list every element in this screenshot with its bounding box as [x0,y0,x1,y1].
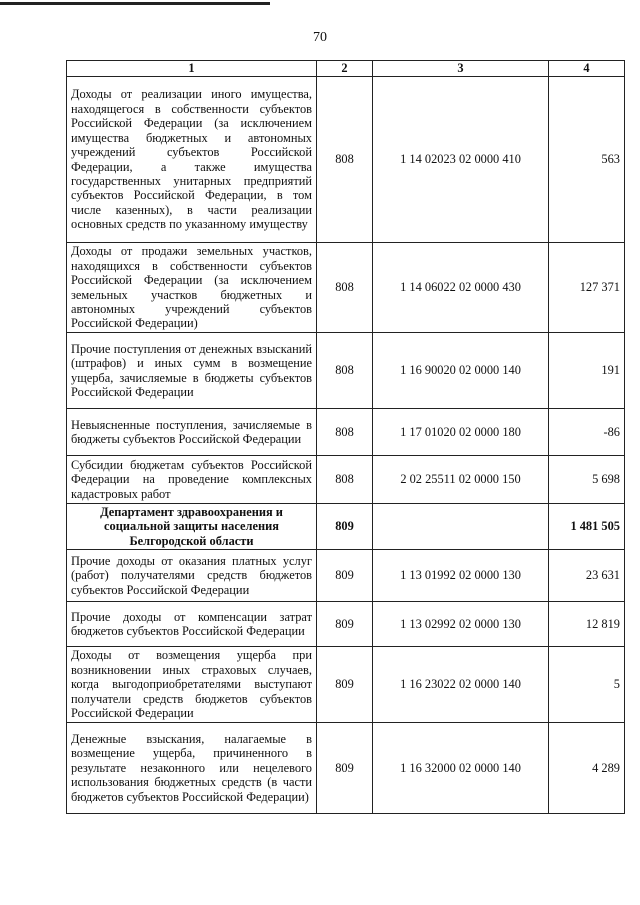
column-header-amount: 4 [549,61,625,77]
top-rule [0,2,270,5]
row-admin-code: 809 [317,647,373,723]
department-row [67,504,625,550]
table-row [67,333,625,409]
row-admin-code: 808 [317,77,373,243]
table-row [67,77,625,243]
table-row [67,409,625,456]
row-description: Денежные взыскания, налагаемые в возмещение ущерба, причиненного в результате незаконного или нецелевого использования бюджетных средств (в части бюджетов субъектов Российской Федерации) [67,723,317,814]
table-row [67,647,625,723]
column-header-description: 1 [67,61,317,77]
row-description: Прочие доходы от оказания платных услуг (работ) получателями средств бюджетов субъектов Российской Федерации [67,550,317,602]
header-row [67,61,625,77]
row-budget-code: 1 13 02992 02 0000 130 [373,602,549,647]
row-amount: 5 [549,647,625,723]
row-amount: 23 631 [549,550,625,602]
row-amount: 563 [549,77,625,243]
row-amount: 4 289 [549,723,625,814]
row-amount: 127 371 [549,243,625,333]
department-name: Департамент здравоохранения и социальной защиты населения Белгородской области [67,504,317,550]
row-budget-code: 1 16 90020 02 0000 140 [373,333,549,409]
table-row [67,456,625,504]
row-description: Прочие поступления от денежных взысканий (штрафов) и иных сумм в возмещение ущерба, зачисляемые в бюджеты субъектов Российской Федерации [67,333,317,409]
department-admin-code: 809 [317,504,373,550]
row-amount: -86 [549,409,625,456]
department-total: 1 481 505 [549,504,625,550]
row-admin-code: 808 [317,333,373,409]
row-admin-code: 808 [317,243,373,333]
row-description: Невыясненные поступления, зачисляемые в бюджеты субъектов Российской Федерации [67,409,317,456]
row-budget-code: 1 13 01992 02 0000 130 [373,550,549,602]
row-budget-code: 1 14 02023 02 0000 410 [373,77,549,243]
column-header-admin: 2 [317,61,373,77]
table-row [67,243,625,333]
row-description: Доходы от реализации иного имущества, находящегося в собственности субъектов Российской Федерации (за исключением имущества бюджетных и автономных учреждений субъектов Российской Федерации, а также имущества государственных унитарных предприятий субъектов Российской Федерации, в том числе казенных), в части реализации основных средств по указанному имуществу [67,77,317,243]
row-amount: 12 819 [549,602,625,647]
row-admin-code: 809 [317,723,373,814]
row-admin-code: 808 [317,409,373,456]
revenue-table [66,60,625,814]
row-description: Доходы от возмещения ущерба при возникновении иных страховых случаев, когда выгодоприобретателями выступают получатели средств бюджетов субъектов Российской Федерации [67,647,317,723]
row-budget-code: 1 16 32000 02 0000 140 [373,723,549,814]
row-admin-code: 809 [317,602,373,647]
row-budget-code: 1 16 23022 02 0000 140 [373,647,549,723]
row-description: Прочие доходы от компенсации затрат бюджетов субъектов Российской Федерации [67,602,317,647]
column-header-code: 3 [373,61,549,77]
table-row [67,723,625,814]
row-description: Субсидии бюджетам субъектов Российской Федерации на проведение комплексных кадастровых работ [67,456,317,504]
row-admin-code: 809 [317,550,373,602]
table-row [67,550,625,602]
table-row [67,602,625,647]
row-description: Доходы от продажи земельных участков, находящихся в собственности субъектов Российской Федерации (за исключением земельных участков бюджетных и автономных учреждений субъектов Российской Федерации) [67,243,317,333]
page-number: 70 [313,30,327,45]
row-budget-code: 2 02 25511 02 0000 150 [373,456,549,504]
row-budget-code: 1 17 01020 02 0000 180 [373,409,549,456]
row-admin-code: 808 [317,456,373,504]
department-budget-code [373,504,549,550]
row-amount: 191 [549,333,625,409]
row-amount: 5 698 [549,456,625,504]
row-budget-code: 1 14 06022 02 0000 430 [373,243,549,333]
